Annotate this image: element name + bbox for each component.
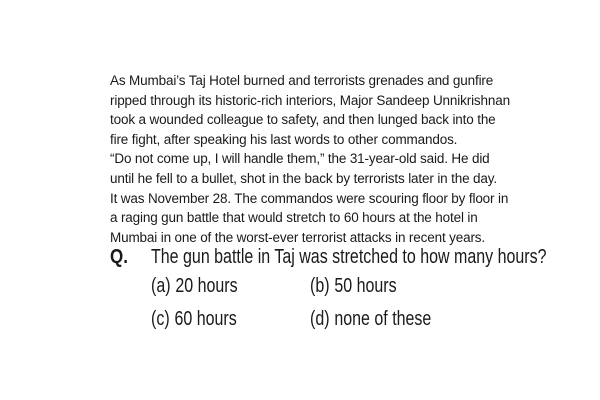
passage-line: As Mumbai’s Taj Hotel burned and terrorists grenades and gunfire (110, 73, 494, 88)
option-a (151, 275, 238, 298)
option-b (310, 275, 397, 298)
option-c (151, 308, 237, 331)
passage-line: It was November 28. The commandos were scouring floor by floor in (110, 190, 509, 206)
option-text: 20 hours (175, 275, 238, 297)
option-letter: (b) (310, 275, 330, 297)
question-label: Q. (110, 246, 128, 268)
passage-line: took a wounded colleague to safety, and then lunged back into the (110, 112, 496, 128)
question-row (110, 246, 547, 272)
option-text: 60 hours (174, 308, 237, 330)
option-letter: (d) (310, 308, 330, 330)
passage-line: ripped through its historic-rich interiors, Major Sandeep Unnikrishnan (110, 92, 510, 108)
option-letter: (c) (151, 308, 170, 330)
passage-line: Mumbai in one of the worst-ever terrorist attacks in recent years. (110, 229, 486, 245)
passage-line: until he fell to a bullet, shot in the back by terrorists later in the day. (110, 170, 497, 186)
options-row-2 (110, 305, 510, 338)
passage-line: a raging gun battle that would stretch to 60 hours at the hotel in (110, 210, 478, 226)
reading-passage (110, 71, 510, 247)
option-text: 50 hours (334, 275, 397, 297)
passage-line: fire fight, after speaking his last words to other commandos. (110, 131, 458, 147)
question-text: The gun battle in Taj was stretched to how many hours? (151, 246, 547, 268)
options-row-1 (110, 272, 510, 305)
passage-line: “Do not come up, I will handle them,” the 31-year-old said. He did (110, 151, 490, 167)
option-d (310, 308, 431, 331)
option-text: none of these (334, 308, 432, 330)
option-letter: (a) (151, 275, 171, 297)
question-block (110, 246, 547, 338)
